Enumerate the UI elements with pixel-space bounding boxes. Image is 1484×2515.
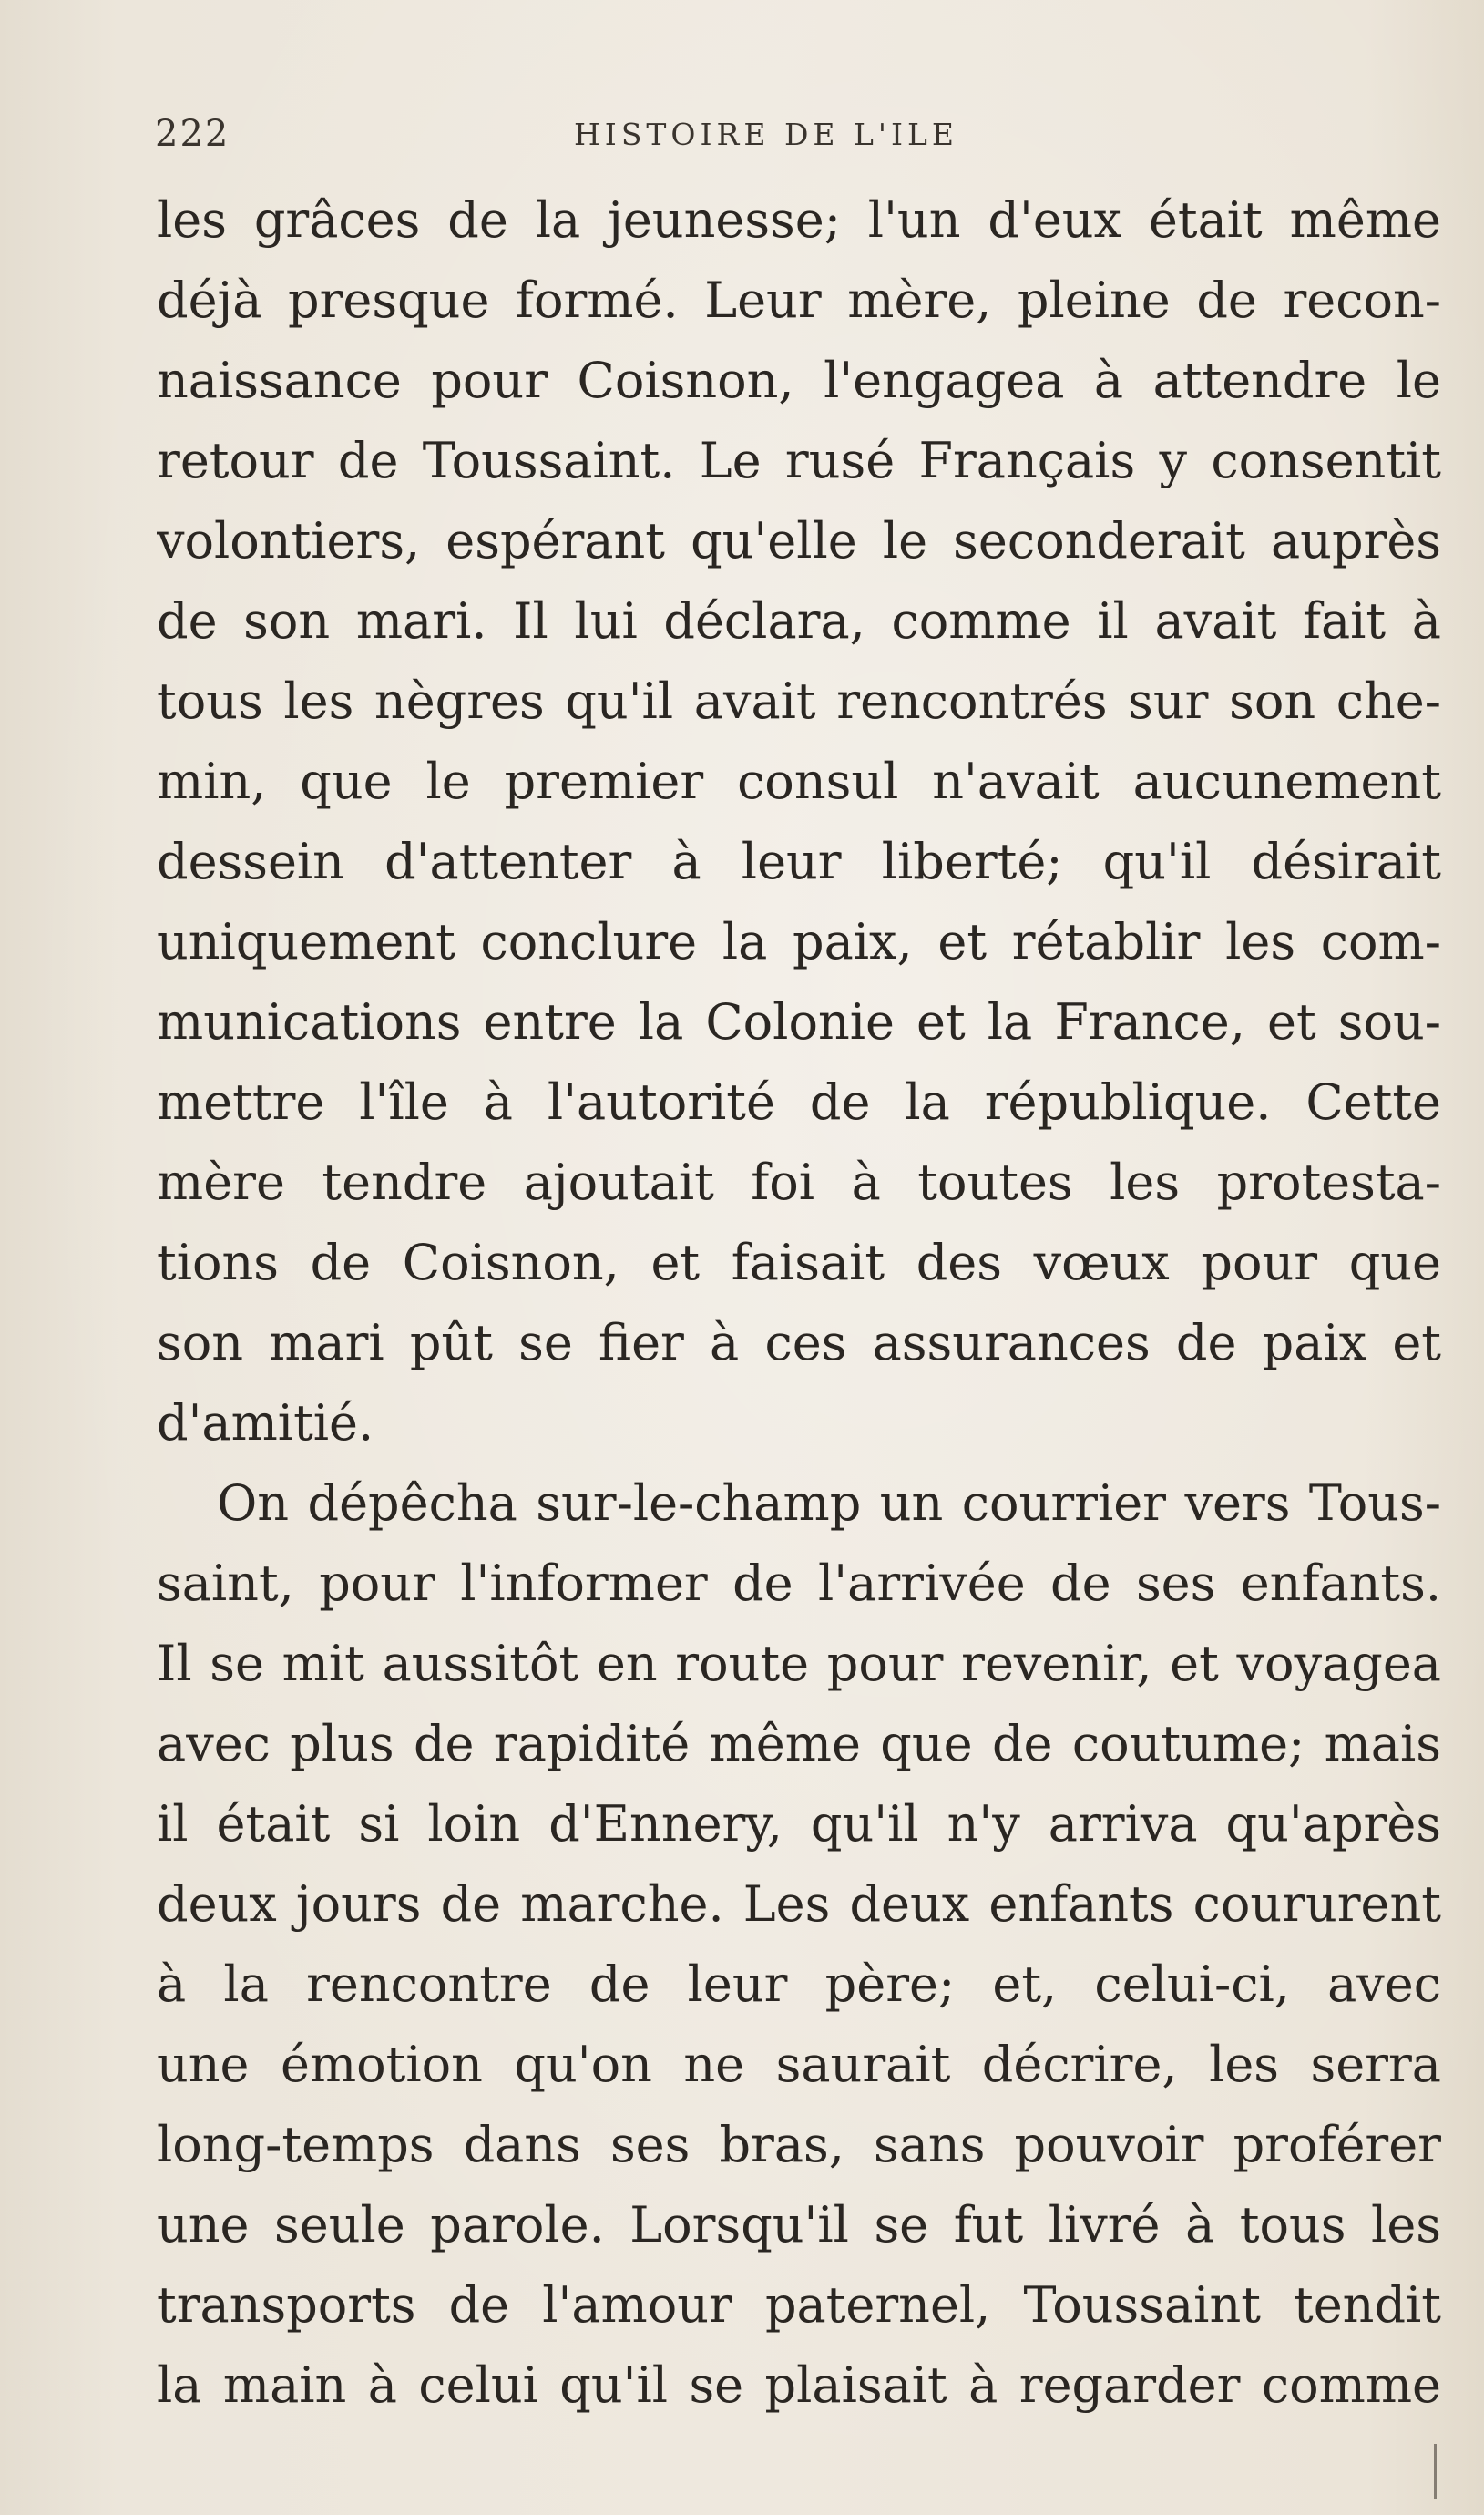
text-line: il était si loin d'Ennery, qu'il n'y arriva qu'après — [157, 1795, 1441, 1853]
text-line: à la rencontre de leur père; et, celui-ci, avec — [157, 1956, 1441, 2013]
page-number: 222 — [155, 113, 230, 155]
text-line: avec plus de rapidité même que de coutume; mais — [157, 1715, 1441, 1772]
text-line: munications entre la Colonie et la France, et sou- — [157, 993, 1441, 1051]
text-line: mettre l'île à l'autorité de la république. Cette — [157, 1073, 1441, 1131]
text-line: les grâces de la jeunesse; l'un d'eux était même — [157, 191, 1441, 249]
text-line: retour de Toussaint. Le rusé Français y consentit — [157, 432, 1441, 489]
body-text — [157, 180, 1441, 2426]
text-line: saint, pour l'informer de l'arrivée de ses enfants. — [157, 1555, 1441, 1612]
running-head: HISTOIRE DE L'ILE — [574, 117, 959, 152]
text-line: dessein d'attenter à leur liberté; qu'il désirait — [157, 833, 1441, 890]
margin-mark — [1434, 2444, 1437, 2499]
text-line: de son mari. Il lui déclara, comme il avait fait à — [157, 592, 1441, 650]
text-line: d'amitié. — [157, 1394, 374, 1452]
text-line: une émotion qu'on ne saurait décrire, les serra — [157, 2036, 1441, 2093]
text-line: une seule parole. Lorsqu'il se fut livré à tous les — [157, 2196, 1441, 2253]
text-line: mère tendre ajoutait foi à toutes les protesta- — [157, 1154, 1441, 1211]
text-line: tous les nègres qu'il avait rencontrés sur son che- — [157, 672, 1441, 730]
text-line: uniquement conclure la paix, et rétablir les com- — [157, 913, 1441, 970]
text-line: On dépêcha sur-le-champ un courrier vers Tous- — [217, 1474, 1441, 1532]
text-line: déjà presque formé. Leur mère, pleine de recon- — [157, 272, 1441, 329]
text-line: son mari pût se fier à ces assurances de paix et — [157, 1314, 1441, 1371]
text-line: transports de l'amour paternel, Toussaint tendit — [157, 2276, 1441, 2334]
text-line: la main à celui qu'il se plaisait à regarder comme — [157, 2356, 1441, 2414]
text-line: long-temps dans ses bras, sans pouvoir proférer — [157, 2116, 1441, 2173]
text-line: naissance pour Coisnon, l'engagea à attendre le — [157, 352, 1441, 409]
text-line: Il se mit aussitôt en route pour revenir, et voyagea — [157, 1635, 1441, 1692]
text-line: deux jours de marche. Les deux enfants coururent — [157, 1875, 1441, 1933]
text-line: tions de Coisnon, et faisait des vœux pour que — [157, 1234, 1441, 1291]
page-header — [155, 113, 1448, 168]
text-line: volontiers, espérant qu'elle le seconderait auprès — [157, 512, 1441, 570]
text-line: min, que le premier consul n'avait aucunement — [157, 753, 1441, 810]
